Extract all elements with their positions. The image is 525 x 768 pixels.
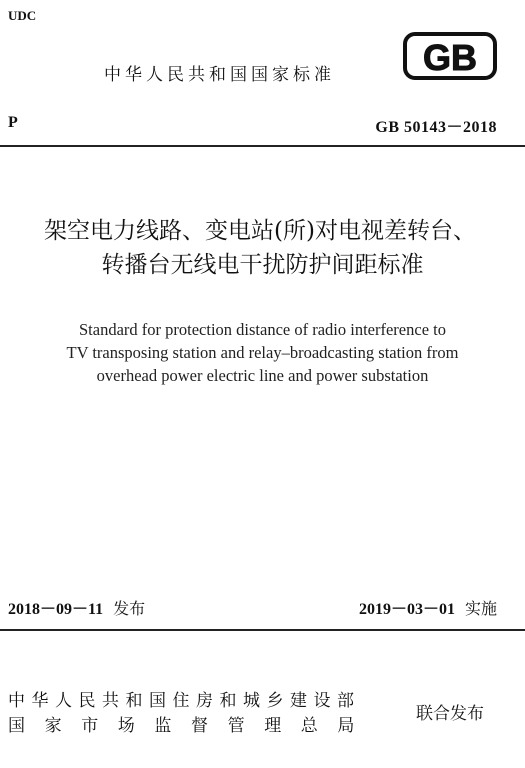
issuer-line2: 国家市场监督管理总局	[8, 716, 374, 736]
title-cn-line1: 架空电力线路、变电站(所)对电视差转台、	[44, 218, 476, 244]
p-code: P	[8, 114, 18, 131]
title-en-line1: Standard for protection distance of radio interference to	[79, 320, 446, 339]
standard-name: 中华人民共和国国家标准	[104, 65, 335, 85]
implement-label: 实施	[464, 599, 497, 618]
issue-date-block	[8, 596, 145, 619]
udc-label: UDC	[8, 8, 37, 23]
issue-label: 发布	[113, 599, 146, 618]
title-en-line2: TV transposing station and relay–broadcasting station from	[66, 343, 459, 362]
issuer-line1: 中华人民共和国住房和城乡建设部	[8, 691, 361, 711]
implement-date-block	[359, 596, 497, 619]
issue-date: 2018－09－11	[8, 601, 104, 618]
top-divider	[0, 145, 525, 147]
implement-date: 2019－03－01	[358, 601, 455, 618]
bottom-divider	[0, 629, 525, 631]
gb-logo-text: GB	[423, 37, 477, 78]
title-en-line3: overhead power electric line and power substation	[96, 366, 429, 385]
joint-issue-label: 联合发布	[416, 704, 484, 724]
title-cn-line2: 转播台无线电干扰防护间距标准	[101, 252, 424, 278]
standard-code: GB 50143－2018	[375, 119, 497, 136]
gb-logo	[403, 32, 497, 80]
